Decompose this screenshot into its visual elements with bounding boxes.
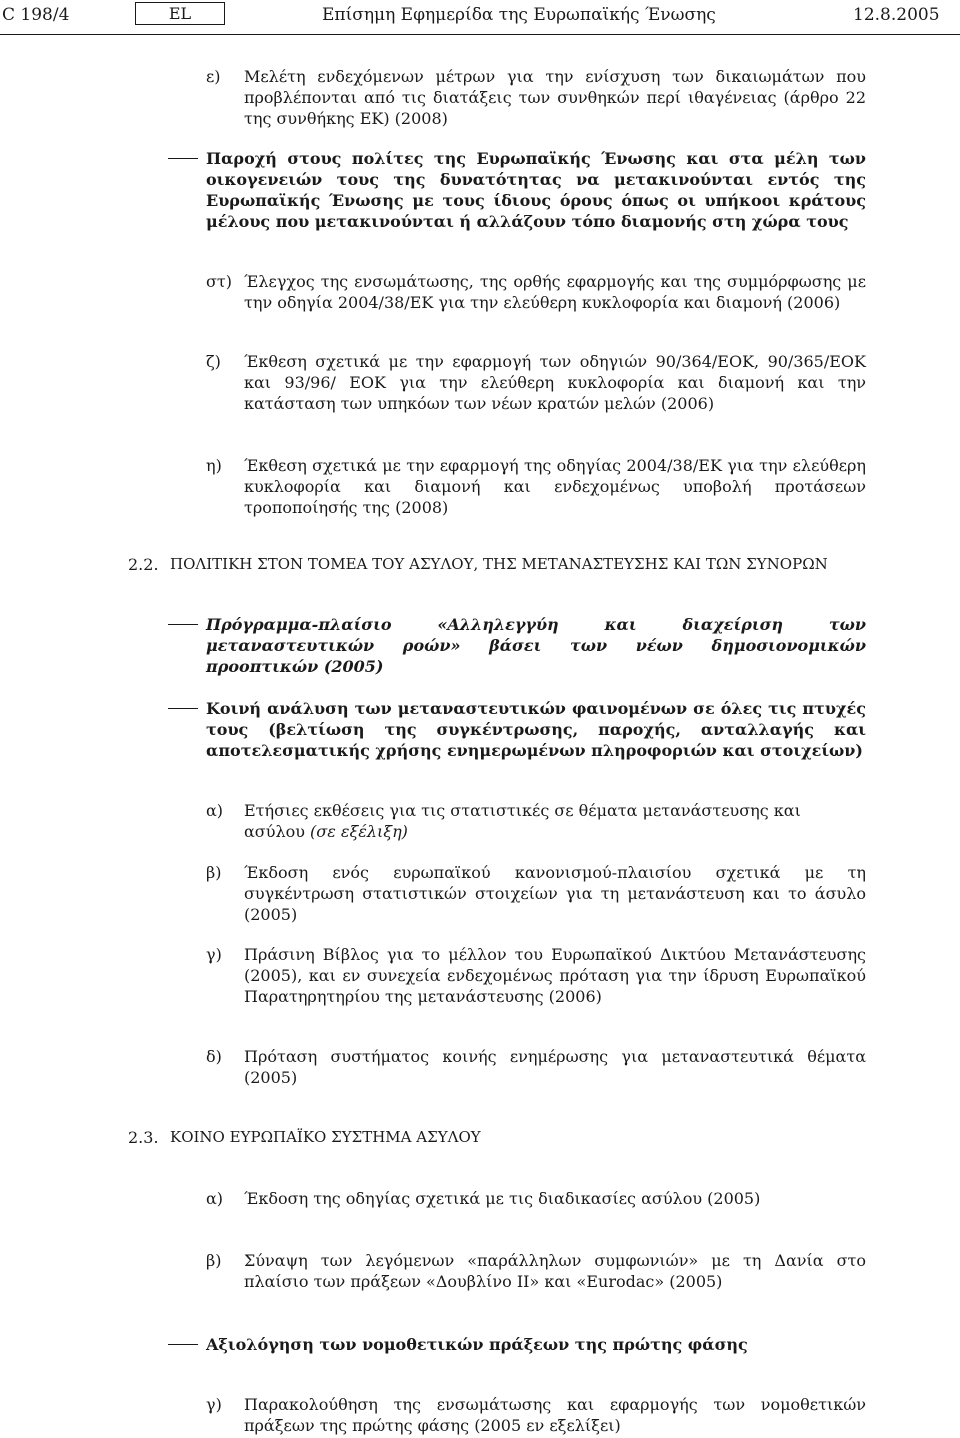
item-label: γ) [206,1395,222,1414]
page-reference: C 198/4 [2,5,70,25]
item-label: η) [206,456,222,475]
item-text: Πράσινη Βίβλος για το μέλλον του Ευρωπαϊκού Δικτύου Μετανάστευσης (2005), και εν συνεχεία ενδεχομένως πρόταση για την ίδρυση Ευρωπαϊκού Παρατηρητηρίου της μετανάστευσης (2006) [244,945,866,1006]
item-text: Μελέτη ενδεχόμενων μέτρων για την ενίσχυση των δικαιωμάτων που προβλέπονται από τις διατάξεις των συνθηκών περί ιθαγένειας (άρθρο 22 της συνθήκης ΕΚ) (2008) [244,67,866,128]
header-rule [0,34,960,35]
item-label: α) [206,801,224,820]
item-label: β) [206,863,222,882]
item-text: Σύναψη των λεγόμενων «παράλληλων συμφωνιών» με τη Δανία στο πλαίσιο των πράξεων «Δουβλίνο ΙΙ» και «Eurodac» (2005) [244,1251,866,1291]
item-text: Έλεγχος της ενσωμάτωσης, της ορθής εφαρμογής και της συμμόρφωσης με την οδηγία 2004/38/ΕΚ για την ελεύθερη κυκλοφορία και διαμονή (2006) [244,272,866,312]
item-label: ε) [206,67,221,86]
section-title: ΠΟΛΙΤΙΚΗ ΣΤΟΝ ΤΟΜΕΑ ΤΟΥ ΑΣΥΛΟΥ, ΤΗΣ ΜΕΤΑΝΑΣΤΕΥΣΗΣ ΚΑΙ ΤΩΝ ΣΥΝΟΡΩΝ [170,555,828,573]
item-text: Παρακολούθηση της ενσωμάτωσης και εφαρμογής των νομοθετικών πράξεων της πρώτης φάσης (2005 εν εξελίξει) [244,1395,866,1435]
journal-title: Επίσημη Εφημερίδα της Ευρωπαϊκής Ένωσης [322,5,716,25]
em-dash [168,1344,198,1345]
item-label: α) [206,1189,224,1208]
publication-date: 12.8.2005 [853,5,940,25]
heading-text: Παροχή στους πολίτες της Ευρωπαϊκής Ένωσης και στα μέλη των οικογενειών τους της δυνατότητας να μετακινούνται εντός της Ευρωπαϊκής Ένωσης με τους ίδιους όρους όπως οι υπήκοοι κράτους μέλους που μετακινούνται ή αλλάζουν τόπο διαμονής στη χώρα τους [206,149,866,231]
heading-text: Αξιολόγηση των νομοθετικών πράξεων της πρώτης φάσης [206,1335,748,1354]
section-title: ΚΟΙΝΟ ΕΥΡΩΠΑΪΚΟ ΣΥΣΤΗΜΑ ΑΣΥΛΟΥ [170,1128,481,1146]
item-label: ζ) [206,352,221,371]
item-text: Ετήσιες εκθέσεις για τις στατιστικές σε θέματα μετανάστευσης και ασύλου [244,801,801,841]
item-text: Έκθεση σχετικά με την εφαρμογή της οδηγίας 2004/38/ΕΚ για την ελεύθερη κυκλοφορία και διαμονή και ενδεχομένως υποβολή προτάσεων τροποποίησής της (2008) [244,456,866,517]
item-text: Έκθεση σχετικά με την εφαρμογή των οδηγιών 90/364/ΕΟΚ, 90/365/ΕΟΚ και 93/96/ ΕΟΚ για την ελεύθερη κυκλοφορία και διαμονή και την κατάσταση των υπηκόων των νέων κρατών μελών (2006) [244,352,866,413]
section-number: 2.2. [128,555,159,574]
em-dash [168,624,198,625]
item-text: Έκδοση της οδηγίας σχετικά με τις διαδικασίες ασύλου (2005) [244,1189,761,1208]
item-label: β) [206,1251,222,1270]
language-code-box: EL [135,2,225,25]
item-text: Πρόταση συστήματος κοινής ενημέρωσης για μεταναστευτικά θέματα (2005) [244,1047,866,1087]
section-number: 2.3. [128,1128,159,1147]
item-label: στ) [206,272,233,291]
item-text-wrap [244,800,866,842]
heading-text: Κοινή ανάλυση των μεταναστευτικών φαινομένων σε όλες τις πτυχές τους (βελτίωση της συγκέντρωσης, παροχής, ανταλλαγής και αποτελεσματικής χρήσης ενημερωμένων πληροφοριών και στοιχείων) [206,699,866,760]
item-text: Έκδοση ενός ευρωπαϊκού κανονισμού-πλαισίου σχετικά με τη συγκέντρωση στατιστικών στοιχείων για τη μετανάστευση και το άσυλο (2005) [244,863,866,924]
heading-text: Πρόγραμμα-πλαίσιο «Αλληλεγγύη και διαχείριση των μεταναστευτικών ροών» βάσει των νέων δημοσιονομικών προοπτικών (2005) [206,615,866,676]
em-dash [168,158,198,159]
item-status: (σε εξέλιξη) [310,822,408,841]
item-label: δ) [206,1047,222,1066]
item-label: γ) [206,945,222,964]
em-dash [168,708,198,709]
